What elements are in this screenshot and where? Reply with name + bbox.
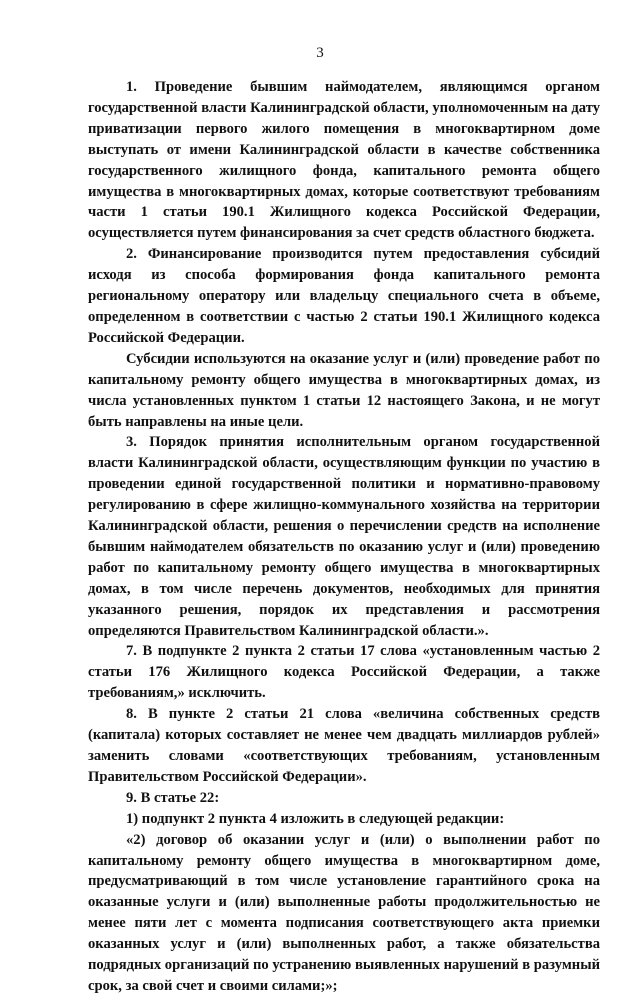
paragraph-1: 1. Проведение бывшим наймодателем, являющимся органом государственной власти Калининградской области, уполномоченным на дату приватизации первого жилого помещения в многоквартирном доме выступать от имени Калининградской области в качестве собственника государственного жилищного фонда, капитального ремонта общего имущества в многоквартирных домах, которые соответствуют требованиям части 1 статьи 190.1 Жилищного кодекса Российской Федерации, осуществляется путем финансирования за счет средств областного бюджета. (88, 79, 600, 242)
paragraph-7: 7. В подпункте 2 пункта 2 статьи 17 слова «установленным частью 2 статьи 176 Жилищного кодекса Российской Федерации, а также требованиям,» исключить. (88, 643, 600, 702)
paragraph-subsidies: Субсидии используются на оказание услуг и (или) проведение работ по капитальному ремонту общего имущества в многоквартирных домах, из числа установленных пунктом 1 статьи 12 настоящего Закона, и не могут быть направлены на иные цели. (88, 350, 600, 430)
paragraph-3: 3. Порядок принятия исполнительным органом государственной власти Калининградской области, осуществляющим функции по участию в проведении единой государственной политики и нормативно-правовому регулированию в сфере жилищно-коммунального хозяйства на территории Калининградской области, решения о перечислении средств на исполнение бывшим наймодателем обязательств по оказанию услуг и (или) проведению работ по капитальному ремонту общего имущества в многоквартирных домах, в том числе перечень документов, необходимых для принятия указанного решения, порядок их представления и рассмотрения определяются Правительством Калининградской области.». (88, 434, 600, 639)
paragraph-8: 8. В пункте 2 статьи 21 слова «величина собственных средств (капитала) которых составляет не менее чем двадцать миллиардов рублей» заменить словами «соответствующих требованиям, установленным Правительством Российской Федерации». (88, 706, 600, 785)
page-number: 3 (316, 45, 324, 61)
paragraph-9-1: 1) подпункт 2 пункта 4 изложить в следующей редакции: (126, 810, 505, 827)
paragraph-2: 2. Финансирование производится путем предоставления субсидий исходя из способа формирования фонда капитального ремонта региональному оператору или владельцу специального счета в объеме, определенном в соответствии с частью 2 статьи 190.1 Жилищного кодекса Российской Федерации. (88, 246, 600, 346)
document-body (88, 77, 600, 997)
paragraph-9-1-text: «2) договор об оказании услуг и (или) о выполнении работ по капитальному ремонту общего имущества в многоквартирном доме, предусматривающий в том числе установление гарантийного срока на оказанные услуги и (или) выполненные работы продолжительностью не менее пяти лет с момента подписания соответствующего акта приемки оказанных услуг и (или) выполненных работ, а также обязательства подрядных организаций по устранению выявленных нарушений в разумный срок, за свой счет и своими силами;»; (88, 831, 600, 994)
paragraph-9: 9. В статье 22: (126, 789, 220, 806)
